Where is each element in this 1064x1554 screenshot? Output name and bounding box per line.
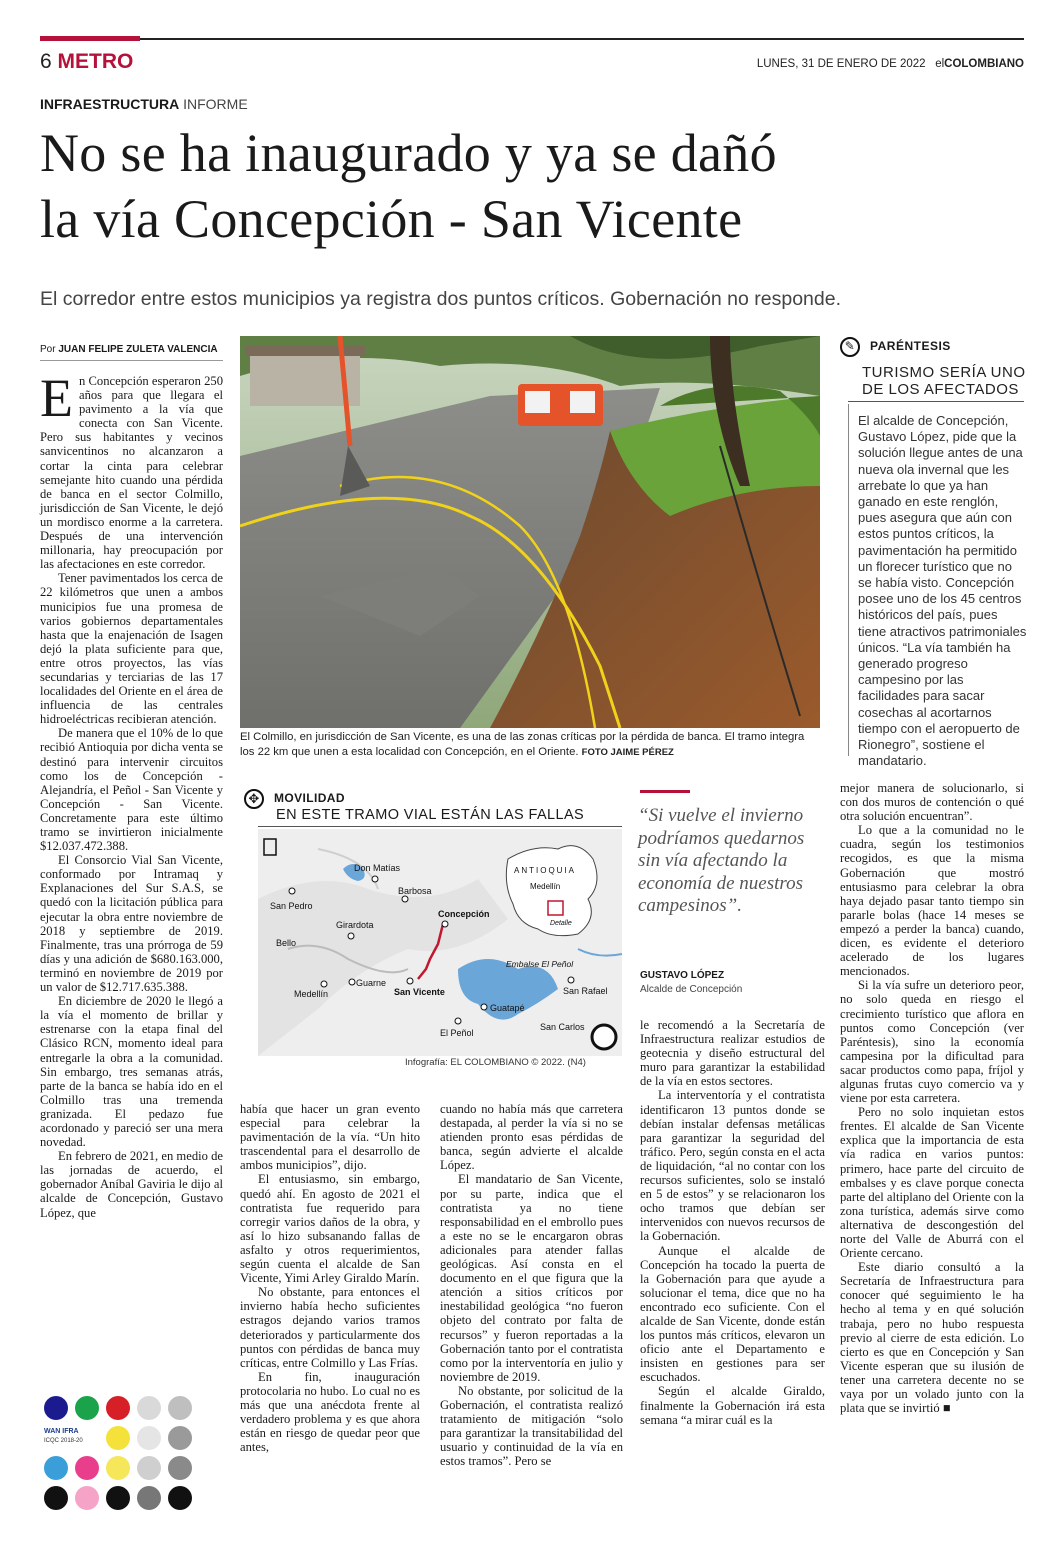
inset-detail: Detalle xyxy=(550,920,572,927)
paragraph: En febrero de 2021, en medio de las jornadas de acuerdo, el gobernador Aníbal Gaviria le dijo al alcalde de Concepción, Gustavo López, que xyxy=(40,1149,223,1220)
paragraph: No obstante, para entonces el invierno había hecho suficientes estragos dejando varios tramos deteriorados y particularmente dos puntos con pérdidas de banca muy críticas, entre Colmillo y Las Frías. xyxy=(240,1285,420,1370)
color-swatch xyxy=(137,1396,161,1420)
byline xyxy=(40,344,218,355)
compass-icon: ✥ xyxy=(244,789,264,809)
paragraph: La interventoría y el contratista identificaron 13 puntos donde se debían instalar defensas metálicas para garantizar la seguridad del tráfico. Pero, según consta en el acta de liquidación, “al no contar con los recursos suficientes, solo se instaló en 5 de estos” y se relacionaron los ocho tramos que debían ser intervenidos con nuevos recursos de la Gobernación. xyxy=(640,1088,825,1244)
quote-author-role: Alcalde de Concepción xyxy=(640,984,743,995)
paragraph: El Consorcio Vial San Vicente, conformado por Intramaq y Explanaciones del Sur S.A.S, se quedó con la licitación pública para ejecutar la obra entre noviembre de 2018 y septiembre de 2019. Finalmente, tras una prórroga de 59 días y una adición de $680.163.000, terminó en noviembre de 2019 por un valor de $12.717.635.388. xyxy=(40,853,223,995)
article-column-3 xyxy=(440,1102,623,1468)
dateline xyxy=(757,58,1024,70)
article-column-2 xyxy=(240,1102,420,1454)
infographic-rule xyxy=(258,826,622,827)
kicker xyxy=(40,96,248,112)
color-swatch xyxy=(168,1396,192,1420)
pull-quote: “Si vuelve el invierno podríamos quedarnos sin vía afectando la economía de nuestros campesinos”. xyxy=(638,805,805,916)
page-number: 6 xyxy=(40,50,52,73)
paragraph: Pero no solo inquietan estos frentes. El alcalde de San Vicente explica que la importancia de esta vía radica en varios puntos: primero, hace parte del circuito de embalses y es clave porque conecta parte del altiplano del Oriente con la zona turística, además sirve como alternativa de descongestión del norte del Valle de Aburrá con el Oriente cercano. xyxy=(840,1105,1024,1261)
color-swatch xyxy=(137,1456,161,1480)
pin-icon: ✎ xyxy=(840,337,860,357)
color-swatch xyxy=(168,1426,192,1450)
color-swatch xyxy=(106,1456,130,1480)
color-swatch xyxy=(137,1426,161,1450)
color-swatch xyxy=(137,1486,161,1510)
parentesis-header xyxy=(840,337,951,357)
inset-city: Medellín xyxy=(530,882,561,891)
infographic-credit: Infografía: EL COLOMBIANO © 2022. (N4) xyxy=(405,1057,586,1068)
paragraph: En fin, inauguración protocolaria no hubo. Lo cual no es más que una anécdota frente al verdadero problema y es que ahora están en riesgo de quedar peor que antes, xyxy=(240,1369,420,1455)
parentesis-body: El alcalde de Concepción, Gustavo López, pide que la solución llegue antes de una nueva ola invernal que les arrebate lo que ya han ganado en este renglón, pues asegura que aún con estos puntos críticos, la pavimentación ha permitido un florecer turístico que no se había visto. Concepción posee uno de los 45 centros históricos del país, pues tiene atractivos patrimoniales únicos. “La vía también ha generado progreso campesino por las facilidades para sacar cosechas al acortarnos tiempo con el aeropuerto de Rionegro”, sostiene el mandatario. xyxy=(858,413,1027,769)
article-column-1 xyxy=(40,368,223,1220)
parentesis-title xyxy=(862,364,1026,398)
label-guarne: Guarne xyxy=(356,978,387,988)
header-rule xyxy=(40,38,1024,40)
paragraph: Este diario consultó a la Secretaría de Infraestructura para conocer qué seguimiento le ha hecho al tema y en qué solución trabaja, pero no hubo respuesta previo al cierre de esta edición. Lo cierto es que en Concepción y San Vicente esperan que su ilusión de tener una carretera decente no se vaya por un volado junto con la plata que se invirtió ■ xyxy=(840,1260,1024,1416)
label-embalse: Embalse El Peñol xyxy=(506,959,574,969)
quote-accent xyxy=(640,790,690,793)
label-san-carlos: San Carlos xyxy=(540,1022,585,1032)
brand-name: COLOMBIANO xyxy=(944,58,1024,70)
headline-line-1: No se ha inaugurado y ya se dañó xyxy=(40,123,777,183)
label-girardota: Girardota xyxy=(336,920,374,930)
infographic-title: EN ESTE TRAMO VIAL ESTÁN LAS FALLAS xyxy=(276,807,585,823)
label-concepcion: Concepción xyxy=(438,909,490,919)
paragraph: había que hacer un gran evento especial para celebrar la pavimentación de la vía. “Un hito trascendental para el desarrollo de ambos municipios”, dijo. xyxy=(240,1102,420,1173)
color-swatch xyxy=(75,1486,99,1510)
colorbar-label-top: WAN IFRA xyxy=(44,1428,79,1435)
color-swatch xyxy=(106,1486,130,1510)
photo-credit: FOTO JAIME PÉREZ xyxy=(581,747,674,758)
photo-caption xyxy=(240,730,820,760)
quote-author: GUSTAVO LÓPEZ xyxy=(640,970,725,981)
label-barbosa: Barbosa xyxy=(398,886,432,896)
byline-rule xyxy=(40,360,223,361)
parentesis-label: PARÉNTESIS xyxy=(870,339,951,354)
paragraph: No obstante, por solicitud de la Gobernación, el contratista realizó tratamiento de mitigación “solo para garantizar la transitabilidad del usuario y continuidad de la vía en estos tramos”. Pero se xyxy=(440,1383,623,1469)
map-svg xyxy=(258,829,622,1056)
label-el-penol: El Peñol xyxy=(440,1028,474,1038)
byline-prefix: Por xyxy=(40,344,56,355)
article-column-5 xyxy=(840,781,1024,1415)
paragraph: De manera que el 10% de lo que recibió Antioquia por dicha venta se destinó para intervenir circuitos como los de Concepción - Alejandría, el Peñol - San Vicente y Concepción - San Vicente. Concretamente para este último tramo se invirtieron inicialmente $12.037.472.388. xyxy=(40,726,223,854)
label-san-rafael: San Rafael xyxy=(563,986,608,996)
paragraph: Si la vía sufre un deterioro peor, no solo queda en riesgo el crecimiento turístico que aflora en puntos como Concepción (ver Paréntesis), sino la economía campesina por la dificultad para sacar productos como papa, fríjol y algunas frutas cuyo comercio va y viene por esta carretera. xyxy=(840,978,1024,1106)
headline xyxy=(40,120,1030,252)
color-swatch xyxy=(168,1456,192,1480)
road-map xyxy=(258,829,622,1056)
color-swatch xyxy=(75,1396,99,1420)
paragraph: mejor manera de solucionarlo, si con dos muros de contención o qué otra solución encuentran”. xyxy=(840,781,1024,824)
paragraph: Según el alcalde Giraldo, finalmente la Gobernación irá esta semana “a mirar cuál es la xyxy=(640,1384,825,1427)
infographic-header xyxy=(244,789,345,809)
print-color-bar xyxy=(44,1396,194,1512)
el-colombiano-logo-icon xyxy=(592,1025,616,1049)
dropcap: E xyxy=(40,368,73,428)
paragraph: cuando no había más que carretera destapada, al perder la vía si no se atienden pronto esas pérdidas de banca, según advierte el alcalde López. xyxy=(440,1102,623,1173)
section-name: METRO xyxy=(57,50,134,73)
label-don-matias: Don Matías xyxy=(354,863,401,873)
kicker-type: INFORME xyxy=(183,96,248,112)
paragraph: le recomendó a la Secretaría de Infraestructura realizar estudios de geotecnia y diseño estructural del muro para garantizar la estabilidad de la vía en estos sectores. xyxy=(640,1018,825,1089)
paragraph: En diciembre de 2020 le llegó a la vía el momento de brillar y estrenarse con la etapa final del Clásico RCN, momento ideal para entregarle la obra a la comunidad. Sin embargo, tres semanas atrás, parte de la banca se había ido en el Colmillo tras una tremenda granizada. El pedazo fue acordonado y pareció ser una mera novedad. xyxy=(40,994,223,1150)
colorbar-label-bottom: ICQC 2018-20 xyxy=(44,1438,83,1444)
photo-illustration xyxy=(240,336,820,728)
deck: El corredor entre estos municipios ya registra dos puntos críticos. Gobernación no responde. xyxy=(40,288,841,310)
byline-author: JUAN FELIPE ZULETA VALENCIA xyxy=(58,344,218,355)
parentesis-title-line-2: DE LOS AFECTADOS xyxy=(862,381,1019,398)
headline-line-2: la vía Concepción - San Vicente xyxy=(40,189,743,249)
paragraph: El mandatario de San Vicente, por su parte, indica que el contratista ya no tiene responsabilidad en el embrollo pues a este no se le encargaron obras adicionales para atender fallas geológicas. Así consta en el documento en el que figura que la atención a sitios críticos por inestabilidad geológica “no fueron objeto del contrato por falta de recursos” y fueron reportadas a la Gobernación tanto por el contratista como por la interventoría en julio y noviembre de 2019. xyxy=(440,1172,623,1384)
color-swatch xyxy=(106,1396,130,1420)
label-san-vicente: San Vicente xyxy=(394,987,445,997)
caption-text: El Colmillo, en jurisdicción de San Vicente, es una de las zonas críticas por la pérdida de banca. El tramo integra los 22 km que unen a esta localidad con Concepción, en el Oriente. xyxy=(240,731,805,758)
issue-date: LUNES, 31 DE ENERO DE 2022 xyxy=(756,58,926,70)
lead-paragraph xyxy=(40,368,223,572)
color-swatch xyxy=(168,1486,192,1510)
label-medellin: Medellín xyxy=(294,989,329,999)
color-swatch xyxy=(44,1456,68,1480)
parentesis-rule xyxy=(848,401,1024,402)
color-swatch xyxy=(75,1456,99,1480)
color-swatch xyxy=(44,1486,68,1510)
article-column-4 xyxy=(640,1018,825,1427)
paragraph: Tener pavimentados los cerca de 22 kilómetros que unen a ambos municipios fue una promesa de varios gobiernos departamentales hasta que la enajenación de Isagen dejó la plata suficiente para que, entre otros proyectos, las vías secundarias y terciarias de las 17 localidades del Oriente en el área de influencia de las centrales hidroeléctricas recibieran atención. xyxy=(40,571,223,727)
infographic-label: MOVILIDAD xyxy=(274,791,345,806)
label-san-pedro: San Pedro xyxy=(270,901,313,911)
paragraph: Lo que a la comunidad no le cuadra, según los testimonios recogidos, es que la misma Gobernación que mostró entusiasmo para celebrar la obra haya dejado pasar tanto tiempo sin pararle bolas (hace 14 meses se empezó a perder la banca) cuando, dicen, es evidente el deterioro acelerado de los lugares mencionados. xyxy=(840,823,1024,979)
parentesis-title-line-1: TURISMO SERÍA UNO xyxy=(862,364,1026,381)
brand-prefix: el xyxy=(935,58,945,70)
inset-region: ANTIOQUIA xyxy=(514,866,577,875)
road-damage-photo xyxy=(240,336,820,728)
color-swatch xyxy=(44,1396,68,1420)
label-bello: Bello xyxy=(276,938,297,948)
color-swatch xyxy=(106,1426,130,1450)
paragraph: n Concepción esperaron 250 años para que llegara el pavimento a la vía que conecta con San Vicente. Pero sus habitantes y vecinos sanvicentinos no alcanzaron a cortar la cinta para celebrar semejante hito cuando una pérdida de banca en el sector Colmillo, jurisdicción de San Vicente, le dejó un mordisco enorme a la carretera. Después de una intervención millonaria, hay preocupación por las afectaciones en este corredor. xyxy=(40,374,223,572)
label-guatape: Guatapé xyxy=(490,1003,525,1013)
paragraph: Aunque el alcalde de Concepción ha tocado la puerta de la Gobernación para que ayude a solucionar el tema, dice que no ha encontrado eco suficiente. Con el alcalde de San Vicente, donde están los puntos más críticos, elevaron un oficio ante el Departamento e insisten en gestiones para ser escuchados. xyxy=(640,1243,825,1385)
paragraph: El entusiasmo, sin embargo, quedó ahí. En agosto de 2021 el contratista fue requerido para corregir varios daños de la obra, y así lo hizo subsanando fallas de asfalto y otros requerimientos, según cuenta el alcalde de San Vicente, Yimi Arley Giraldo Marín. xyxy=(240,1172,420,1286)
header-accent xyxy=(40,36,140,41)
kicker-section: INFRAESTRUCTURA xyxy=(40,96,180,112)
page-section-header xyxy=(40,50,133,74)
